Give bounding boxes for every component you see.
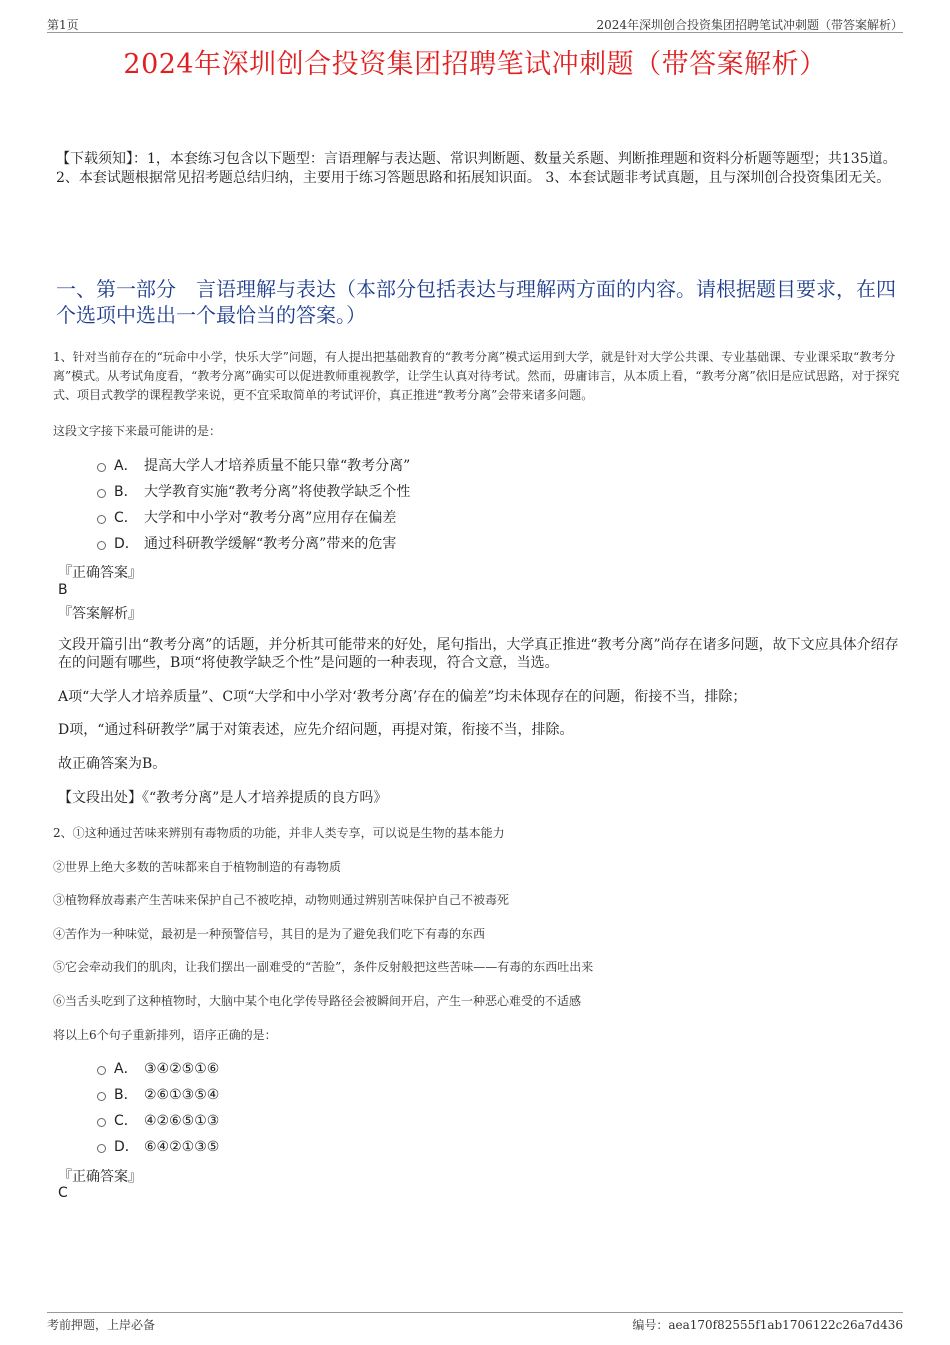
page-header (47, 14, 903, 33)
radio-icon[interactable] (97, 1066, 106, 1075)
q1-option-a[interactable]: A． 提高大学人才培养质量不能只靠“教考分离” (97, 456, 410, 476)
q1-analysis-1: 文段开篇引出“教考分离”的话题，并分析其可能带来的好处，尾句指出，大学真正推进“教考分离”尚存在诸多问题，故下文应具体介绍存在的问题有哪些，B项“将使教学缺乏个性”是问题的一种表现，符合文意，当选。 (58, 637, 899, 671)
q2-option-c[interactable]: C． ④②⑥⑤①③ (97, 1111, 219, 1131)
q1-option-b[interactable]: B． 大学教育实施“教考分离”将使教学缺乏个性 (97, 482, 410, 502)
question-1-stem: 1、针对当前存在的“玩命中小学，快乐大学”问题，有人提出把基础教育的“教考分离”模式运用到大学，就是针对大学公共课、专业基础课、专业课采取“教考分离”模式。从考试角度看，“教考分离”确实可以促进教师重视教学，让学生认真对待考试。然而，毋庸讳言，从本质上看，“教考分离”依旧是应试思路，对于探究式、项目式教学的课程教学来说，更不宜采取简单的考试评价，真正推进“教考分离”会带来诸多问题。 (53, 350, 900, 402)
q2-option-d[interactable]: D． ⑥④②①③⑤ (97, 1137, 219, 1157)
q1-analysis-label: 『答案解析』 (58, 606, 142, 622)
question-1-prompt: 这段文字接下来最可能讲的是： (53, 424, 222, 438)
radio-icon[interactable] (97, 541, 106, 550)
q2-option-a[interactable]: A． ③④②⑤①⑥ (97, 1059, 219, 1079)
download-notice: 【下载须知】：1，本套练习包含以下题型：言语理解与表达题、常识判断题、数量关系题、判断推理题和资料分析题等题型；共135道。 2、本套试题根据常见招考题总结归纳，主要用于练习答题思路和拓展知识面。 3、本套试题非考试真题，且与深圳创合投资集团无关。 (56, 151, 897, 186)
footer-serial: 编号：aea170f82555f1ab1706122c26a7d436 (632, 1318, 903, 1332)
radio-icon[interactable] (97, 1118, 106, 1127)
section-title: 一、第一部分 言语理解与表达（本部分包括表达与理解两方面的内容。请根据题目要求，在四个选项中选出一个最恰当的答案。） (56, 277, 896, 327)
q2-sentence-5: ⑤它会牵动我们的肌肉，让我们摆出一副难受的“苦脸”，条件反射般把这些苦味——有毒的东西吐出来 (53, 960, 594, 974)
radio-icon[interactable] (97, 1144, 106, 1153)
radio-icon[interactable] (97, 515, 106, 524)
radio-icon[interactable] (97, 489, 106, 498)
q1-analysis-4: 故正确答案为B。 (58, 756, 167, 772)
page-footer (47, 1312, 903, 1331)
q1-analysis-2: A项“大学人才培养质量”、C项“大学和中小学对‘教考分离’存在的偏差”均未体现存在的问题，衔接不当，排除； (58, 689, 747, 705)
radio-icon[interactable] (97, 463, 106, 472)
q2-answer: C (58, 1185, 68, 1201)
q2-sentence-4: ④苦作为一种味觉，最初是一种预警信号，其目的是为了避免我们吃下有毒的东西 (53, 927, 486, 941)
q1-source: 【文段出处】《“教考分离”是人才培养提质的良方吗》 (58, 790, 388, 806)
q2-sentence-3: ③植物释放毒素产生苦味来保护自己不被吃掉，动物则通过辨别苦味保护自己不被毒死 (53, 893, 510, 907)
q2-sentence-2: ②世界上绝大多数的苦味都来自于植物制造的有毒物质 (53, 860, 342, 874)
q1-analysis-3: D项，“通过科研教学”属于对策表述，应先介绍问题，再提对策，衔接不当，排除。 (58, 722, 574, 738)
q1-answer: B (58, 582, 68, 598)
q1-answer-label: 『正确答案』 (58, 565, 142, 581)
q1-option-d[interactable]: D． 通过科研教学缓解“教考分离”带来的危害 (97, 534, 396, 554)
q2-option-b[interactable]: B． ②⑥①③⑤④ (97, 1085, 219, 1105)
q1-option-c[interactable]: C． 大学和中小学对“教考分离”应用存在偏差 (97, 508, 396, 528)
footer-slogan: 考前押题，上岸必备 (47, 1318, 156, 1332)
document-title: 2024年深圳创合投资集团招聘笔试冲刺题（带答案解析） (123, 49, 827, 80)
q2-sentence-6: ⑥当舌头吃到了这种植物时，大脑中某个电化学传导路径会被瞬间开启，产生一种恶心难受的不适感 (53, 994, 582, 1008)
header-doc-title: 2024年深圳创合投资集团招聘笔试冲刺题（带答案解析） (596, 18, 903, 32)
question-2-stem: 2、①这种通过苦味来辨别有毒物质的功能，并非人类专享，可以说是生物的基本能力 (53, 826, 505, 840)
radio-icon[interactable] (97, 1092, 106, 1101)
page-number: 第1页 (47, 18, 79, 32)
question-2-prompt: 将以上6个句子重新排列，语序正确的是： (53, 1028, 277, 1042)
q2-answer-label: 『正确答案』 (58, 1169, 142, 1185)
